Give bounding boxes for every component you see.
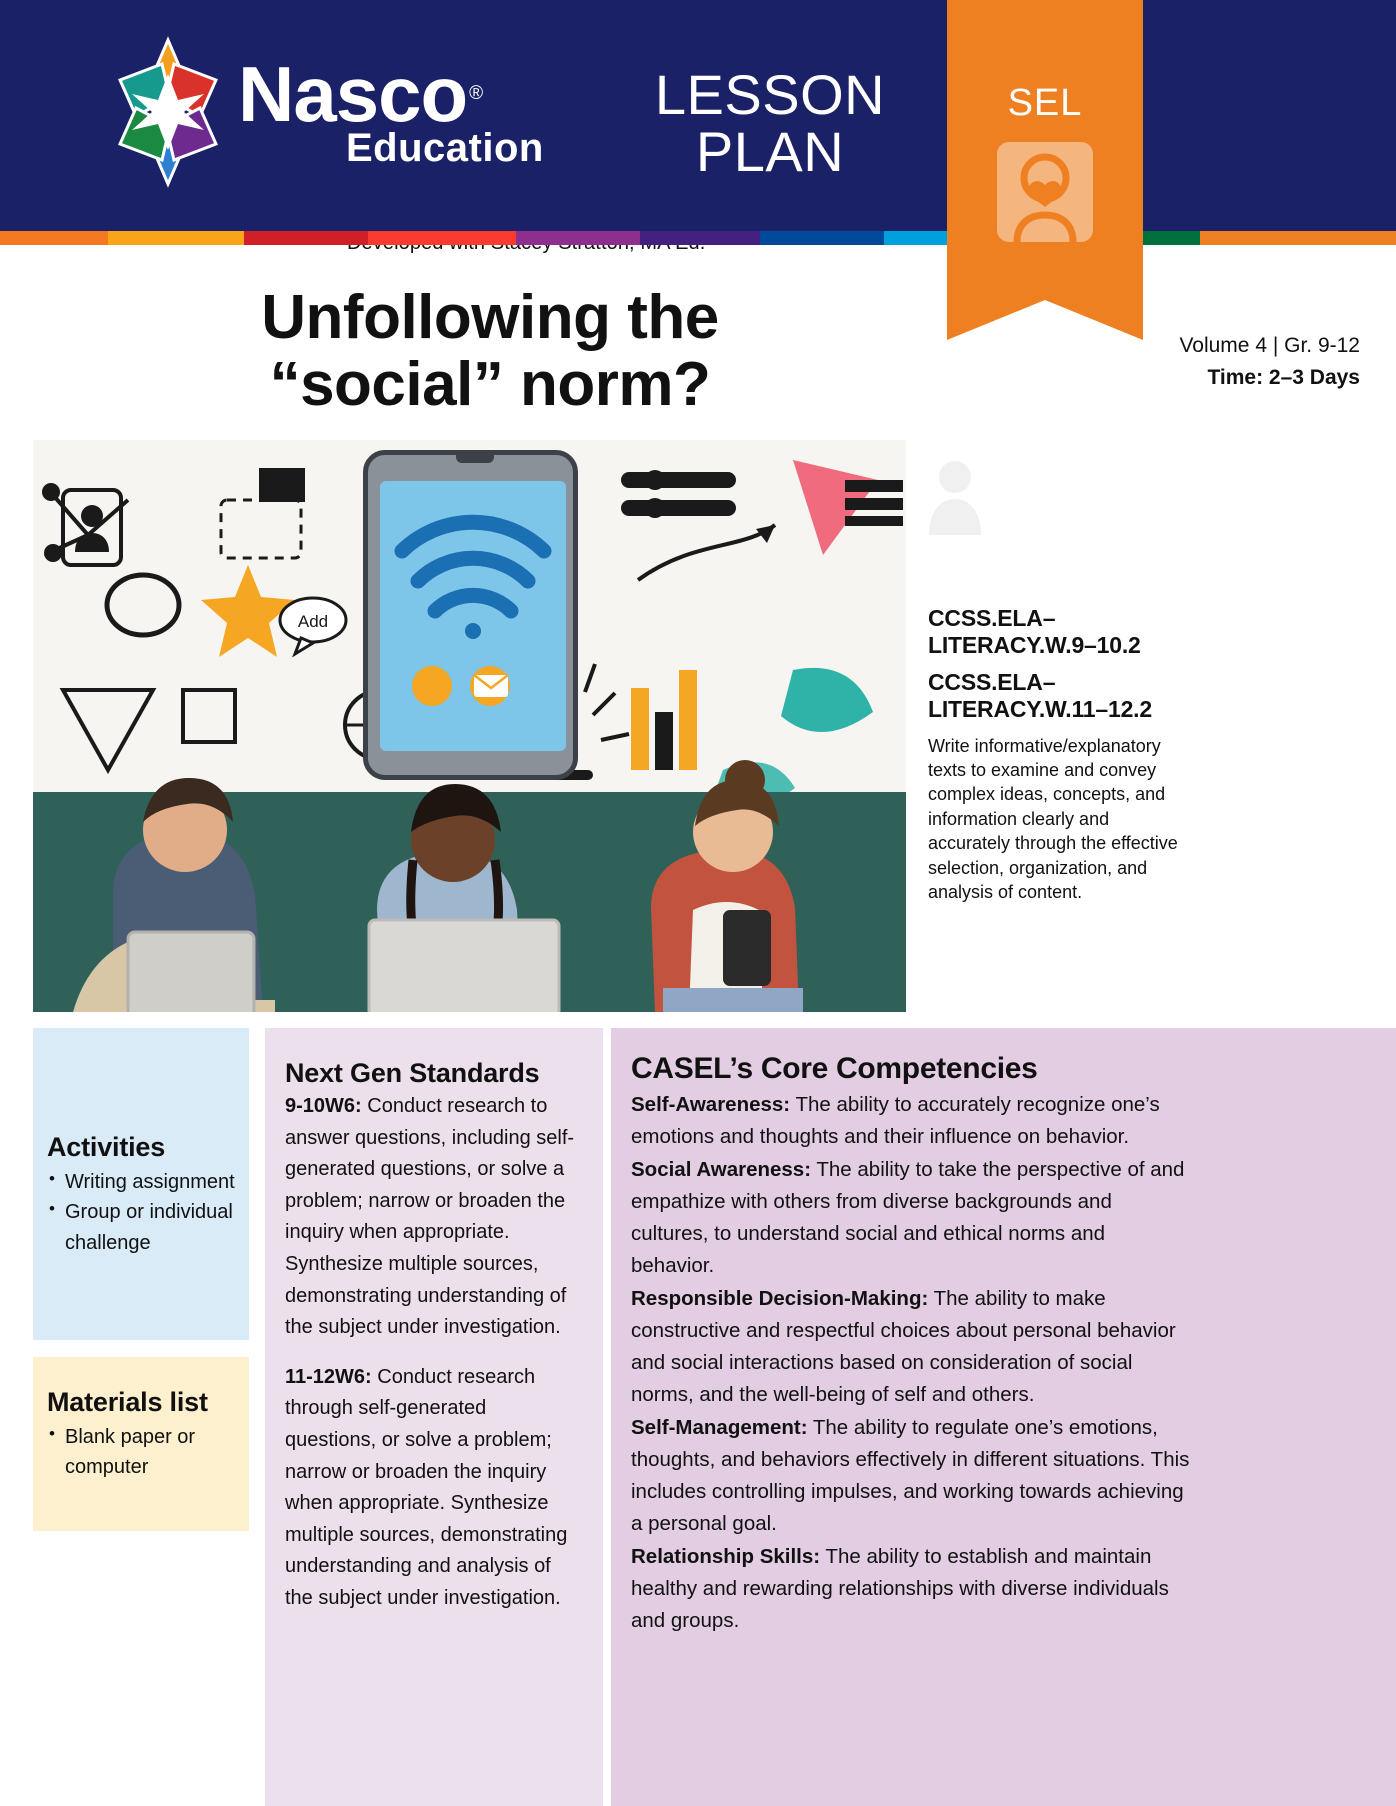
materials-title: Materials list — [47, 1387, 208, 1417]
svg-text:Add: Add — [297, 612, 329, 631]
next-gen-text-2: Conduct research through self-generated questions, or solve a problem; narrow or broaden the inquiry when appropriate. Synthesize multiple sources, demonstrating understanding and analysis of the subject under investigation. — [285, 1365, 568, 1609]
brand-color-stripe — [0, 231, 1396, 245]
next-gen-code-2: 11-12W6: — [285, 1365, 372, 1388]
nasco-logo — [112, 32, 612, 192]
list-item: • Group or individual challenge — [47, 1197, 235, 1258]
doc-type-line-1: LESSON — [654, 63, 886, 126]
casel-competency-name: Relationship Skills: — [631, 1544, 821, 1568]
list-item: • Writing assignment — [47, 1167, 235, 1197]
page-title-line-1: Unfollowing the — [261, 283, 719, 352]
casel-title: CASEL’s Core Competencies — [631, 1052, 1038, 1085]
casel-competency-text: The ability to take the perspective of and empathize with others from diverse backgrounds and cultures, to understand social and ethical norms and behavior. — [631, 1157, 1185, 1277]
brand-name: Nasco — [238, 49, 468, 138]
students-photo-figures — [33, 440, 906, 1012]
list-item: • Blank paper or computer — [47, 1422, 235, 1483]
activities-box — [33, 1028, 249, 1340]
next-gen-text-1: Conduct research to answer questions, including self-generated questions, or solve a problem; narrow or broaden the inquiry when appropriate. Synthesize multiple sources, demonstrating understanding of the subject under investigation. — [285, 1095, 575, 1339]
doc-type-line-2: PLAN — [695, 120, 845, 184]
casel-competency-text: The ability to accurately recognize one’s emotions and thoughts and their influence on behavior. — [631, 1093, 1160, 1148]
ccss-code-1: CCSS.ELA–LITERACY.W.9–10.2 — [928, 605, 1141, 659]
document-type — [620, 63, 920, 184]
casel-competency-name: Self-Management: — [631, 1415, 808, 1439]
page-title — [60, 285, 920, 419]
casel-competency-text: The ability to regulate one’s emotions, thoughts, and behaviors effectively in different situations. This includes controlling impulses, and working towards achieving a personal goal. — [631, 1415, 1190, 1535]
casel-competency — [631, 1089, 1191, 1153]
watermark-person-icon — [925, 455, 985, 535]
brand-subtitle: Education — [346, 126, 544, 171]
page-title-line-2: “social” norm? — [269, 349, 711, 419]
nasco-star-logo-icon — [112, 36, 224, 188]
hero-photo — [33, 440, 906, 1012]
casel-competency-name: Responsible Decision-Making: — [631, 1286, 929, 1310]
next-gen-standard-1 — [285, 1091, 577, 1344]
next-gen-standards-box — [265, 1028, 603, 1806]
next-gen-title: Next Gen Standards — [285, 1058, 540, 1088]
registered-mark-icon: ® — [469, 82, 484, 104]
ccss-standards-panel — [928, 605, 1178, 905]
next-gen-standard-2 — [285, 1362, 577, 1615]
ccss-description: Write informative/explanatory texts to examine and convey complex ideas, concepts, and information clearly and accurately through the effective selection, organization, and analysis of content. — [928, 735, 1178, 903]
sel-category-banner — [947, 0, 1143, 300]
casel-competency-name: Social Awareness: — [631, 1157, 812, 1181]
casel-competency — [631, 1283, 1191, 1411]
ccss-code-2: CCSS.ELA–LITERACY.W.11–12.2 — [928, 669, 1152, 723]
casel-competency — [631, 1541, 1191, 1637]
casel-competency-name: Self-Awareness: — [631, 1093, 791, 1116]
casel-competency-text: The ability to establish and maintain healthy and rewarding relationships with diverse individuals and groups. — [631, 1544, 1169, 1632]
materials-box — [33, 1357, 249, 1531]
materials-list — [47, 1422, 235, 1483]
casel-competency — [631, 1154, 1191, 1282]
time-label: Time: 2–3 Days — [1207, 365, 1360, 389]
casel-competencies-box — [611, 1028, 1396, 1806]
casel-competency — [631, 1412, 1191, 1540]
casel-competency-text: The ability to make constructive and respectful choices about personal behavior and social interactions based on consideration of social norms, and the well-being of self and others. — [631, 1286, 1176, 1406]
next-gen-code-1: 9-10W6: — [285, 1095, 362, 1117]
activities-list — [47, 1167, 235, 1258]
volume-grade-label: Volume 4 | Gr. 9-12 — [1179, 334, 1360, 357]
person-heart-icon — [997, 142, 1093, 242]
page-header — [0, 0, 1396, 231]
sel-badge-label: SEL — [1007, 82, 1083, 124]
activities-title: Activities — [47, 1132, 166, 1162]
